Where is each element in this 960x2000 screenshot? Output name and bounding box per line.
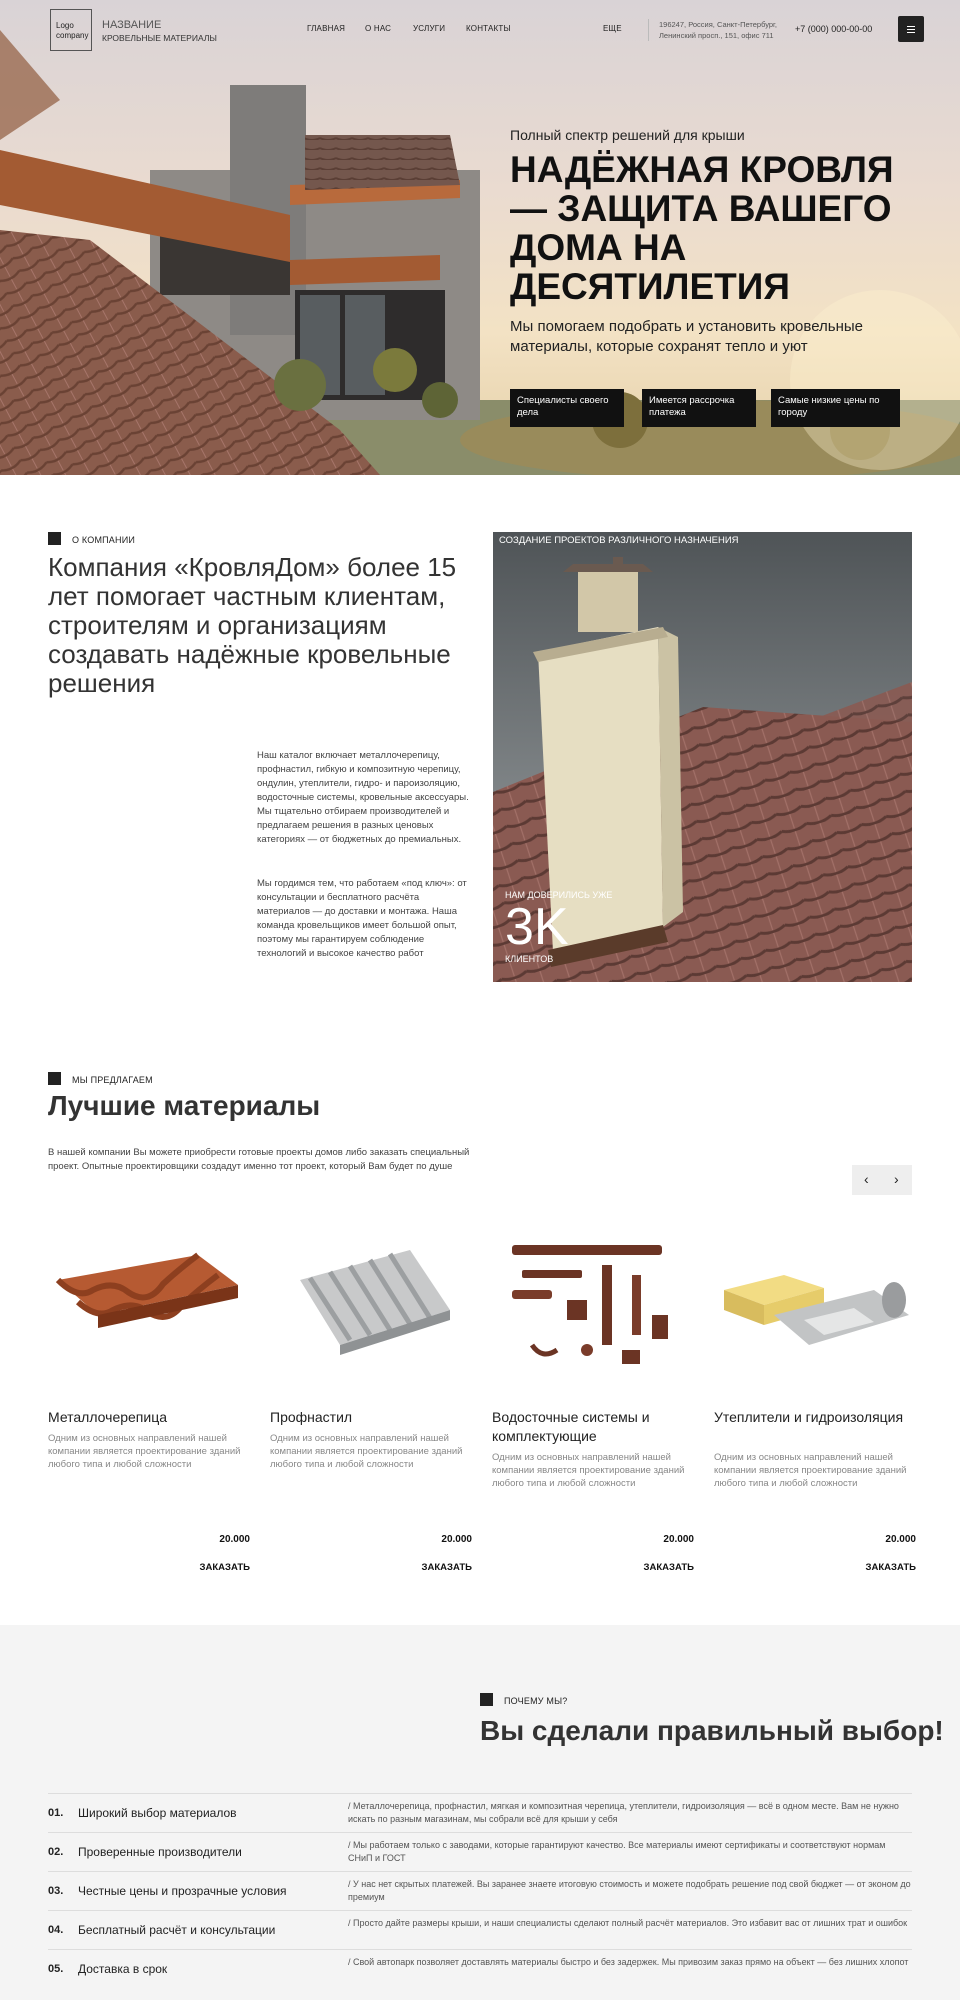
order-button[interactable]: ЗАКАЗАТЬ xyxy=(421,1562,472,1573)
product-name[interactable]: Водосточные системы и комплектующие xyxy=(492,1409,650,1444)
brand-subtitle: КРОВЕЛЬНЫЕ МАТЕРИАЛЫ xyxy=(102,33,217,43)
materials-title: Лучшие материалы xyxy=(48,1090,321,1121)
why-number: 04. xyxy=(48,1924,64,1936)
image-caption: СОЗДАНИЕ ПРОЕКТОВ РАЗЛИЧНОГО НАЗНАЧЕНИЯ xyxy=(499,535,739,546)
why-item-desc: / Свой автопарк позволяет доставлять материалы быстро и без задержек. Мы привозим заказ прямо на объект — без лишних хлопот xyxy=(348,1957,909,1967)
profnastil-image xyxy=(270,1220,470,1400)
logo[interactable]: Logo company xyxy=(50,9,92,51)
nav-more[interactable]: ЕЩЕ xyxy=(603,24,622,33)
product-description: Одним из основных направлений нашей компании является проектирование зданий любого типа и любой сложности xyxy=(714,1452,907,1489)
slider-arrows xyxy=(852,1165,912,1195)
prev-arrow-icon[interactable]: ‹ xyxy=(864,1171,869,1187)
why-row xyxy=(48,1871,912,1910)
gutter-system-image xyxy=(492,1220,692,1400)
why-item-desc: / У нас нет скрытых платежей. Вы заранее знаете итоговую стоимость и можете подобрать решение под свой бюджет — от эконом до премиум xyxy=(348,1879,911,1902)
product-name[interactable]: Утеплители и гидроизоляция xyxy=(714,1409,904,1425)
materials-description: В нашей компании Вы можете приобрести готовые проекты домов либо заказать специальный проект. Опытные проектировщики создадут именно тот проект, который Вам будет по душе xyxy=(48,1147,470,1172)
product-description: Одним из основных направлений нашей компании является проектирование зданий любого типа и любой сложности xyxy=(492,1452,685,1489)
why-label-text: ПОЧЕМУ МЫ? xyxy=(504,1696,568,1706)
product-price: 20.000 xyxy=(219,1534,250,1545)
hero-subtitle: Полный спектр решений для крыши xyxy=(510,127,745,143)
why-number: 05. xyxy=(48,1963,64,1975)
why-number: 02. xyxy=(48,1846,64,1858)
why-item-desc: / Металлочерепица, профнастил, мягкая и композитная черепица, утеплители, гидроизоляция — всё в одном месте. Вам не нужно искать по разным магазинам, мы собрали всё для крыши у себя xyxy=(348,1801,899,1824)
why-number: 03. xyxy=(48,1885,64,1897)
about-paragraph-1: Наш каталог включает металлочерепицу, профнастил, гибкую и композитную черепицу, ондулин, утеплители, гидро- и пароизоляцию, водосточные системы, кровельные аксессуары. Мы тщательно отбираем производителей и предлагаем решения в разных ценовых категориях — от бюджетных до премиальных. xyxy=(257,750,469,845)
materials-label xyxy=(72,1075,153,1085)
product-description: Одним из основных направлений нашей компании является проектирование зданий любого типа и любой сложности xyxy=(48,1433,241,1470)
product-description: Одним из основных направлений нашей компании является проектирование зданий любого типа и любой сложности xyxy=(270,1433,463,1470)
product-price: 20.000 xyxy=(663,1534,694,1545)
why-item-desc: / Просто дайте размеры крыши, и наши специалисты сделают полный расчёт материалов. Это избавит вас от лишних трат и ошибок xyxy=(348,1918,908,1928)
why-number: 01. xyxy=(48,1807,64,1819)
about-label-text: О КОМПАНИИ xyxy=(72,535,136,545)
why-item-title: Бесплатный расчёт и консультации xyxy=(78,1923,276,1937)
hero-description: Мы помогаем подобрать и установить кровельные материалы, которые сохранят тепло и уют xyxy=(510,318,864,355)
about-title: Компания «КровляДом» более 15 лет помогает частным клиентам, строителям и организациям создавать надёжные кровельные решения xyxy=(48,552,457,698)
about-image xyxy=(493,532,912,982)
product-price: 20.000 xyxy=(885,1534,916,1545)
menu-icon-line-2 xyxy=(907,32,915,33)
materials-label-text: МЫ ПРЕДЛАГАЕМ xyxy=(72,1075,153,1085)
about-label xyxy=(72,535,135,545)
next-arrow-icon[interactable]: › xyxy=(894,1171,899,1187)
hero-section xyxy=(0,0,960,475)
order-button[interactable]: ЗАКАЗАТЬ xyxy=(865,1562,916,1573)
why-item-title: Доставка в срок xyxy=(78,1962,168,1976)
order-button[interactable]: ЗАКАЗАТЬ xyxy=(199,1562,250,1573)
why-item-desc: / Мы работаем только с заводами, которые гарантируют качество. Все материалы имеют сертификаты и соответствуют нормам СНиП и ГОСТ xyxy=(348,1840,886,1863)
brand-name: НАЗВАНИЕ xyxy=(102,19,162,31)
badge-low-prices: Самые низкие цены по городу xyxy=(771,389,900,427)
header-phone[interactable]: +7 (000) 000-00-00 xyxy=(795,24,873,34)
menu-icon-line xyxy=(907,29,915,30)
insulation-image xyxy=(714,1220,914,1400)
brand xyxy=(102,19,217,45)
why-section xyxy=(0,1625,960,2000)
why-item-title: Широкий выбор материалов xyxy=(78,1806,237,1820)
nav-services[interactable]: УСЛУГИ xyxy=(413,24,446,33)
trust-counter xyxy=(505,890,612,964)
order-button[interactable]: ЗАКАЗАТЬ xyxy=(643,1562,694,1573)
why-title: Вы сделали правильный выбор! xyxy=(480,1715,944,1746)
hero-title: НАДЁЖНАЯ КРОВЛЯ — ЗАЩИТА ВАШЕГО ДОМА НА ДЕСЯТИЛЕТИЯ xyxy=(510,149,894,307)
why-row xyxy=(48,1793,912,1832)
nav-contacts[interactable]: КОНТАКТЫ xyxy=(466,24,511,33)
menu-icon xyxy=(907,26,915,27)
nav-about[interactable]: О НАС xyxy=(365,24,392,33)
why-row xyxy=(48,1949,912,1988)
site-header xyxy=(0,0,960,58)
badge-specialists: Специалисты своего дела xyxy=(510,389,624,427)
trust-value: 3K xyxy=(505,898,569,956)
why-item-title: Проверенные производители xyxy=(78,1845,242,1859)
product-name[interactable]: Металлочерепица xyxy=(48,1409,168,1425)
label-square-icon xyxy=(48,532,61,545)
nav-home[interactable]: ГЛАВНАЯ xyxy=(307,24,346,33)
about-paragraph-2: Мы гордимся тем, что работаем «под ключ»: от консультации и бесплатного расчёта материалов — до доставки и монтажа. Наша команда кровельщиков имеет большой опыт, поэтому мы гарантируем соблюдение технологий и высокое качество работ xyxy=(257,878,467,959)
label-square-icon xyxy=(480,1693,493,1706)
why-row xyxy=(48,1832,912,1871)
trust-unit: КЛИЕНТОВ xyxy=(505,954,554,964)
product-name[interactable]: Профнастил xyxy=(270,1409,353,1425)
label-square-icon xyxy=(48,1072,61,1085)
metal-tile-image xyxy=(48,1220,248,1400)
why-item-title: Честные цены и прозрачные условия xyxy=(78,1884,287,1898)
why-row xyxy=(48,1910,912,1949)
product-price: 20.000 xyxy=(441,1534,472,1545)
trust-label: НАМ ДОВЕРИЛИСЬ УЖЕ xyxy=(505,890,613,900)
menu-button[interactable] xyxy=(898,16,924,42)
header-address: 196247, Россия, Санкт-Петербург, Ленинский просп., 151, офис 711 xyxy=(648,19,778,41)
badge-installment: Имеется рассрочка платежа xyxy=(642,389,756,427)
why-label xyxy=(504,1696,567,1706)
